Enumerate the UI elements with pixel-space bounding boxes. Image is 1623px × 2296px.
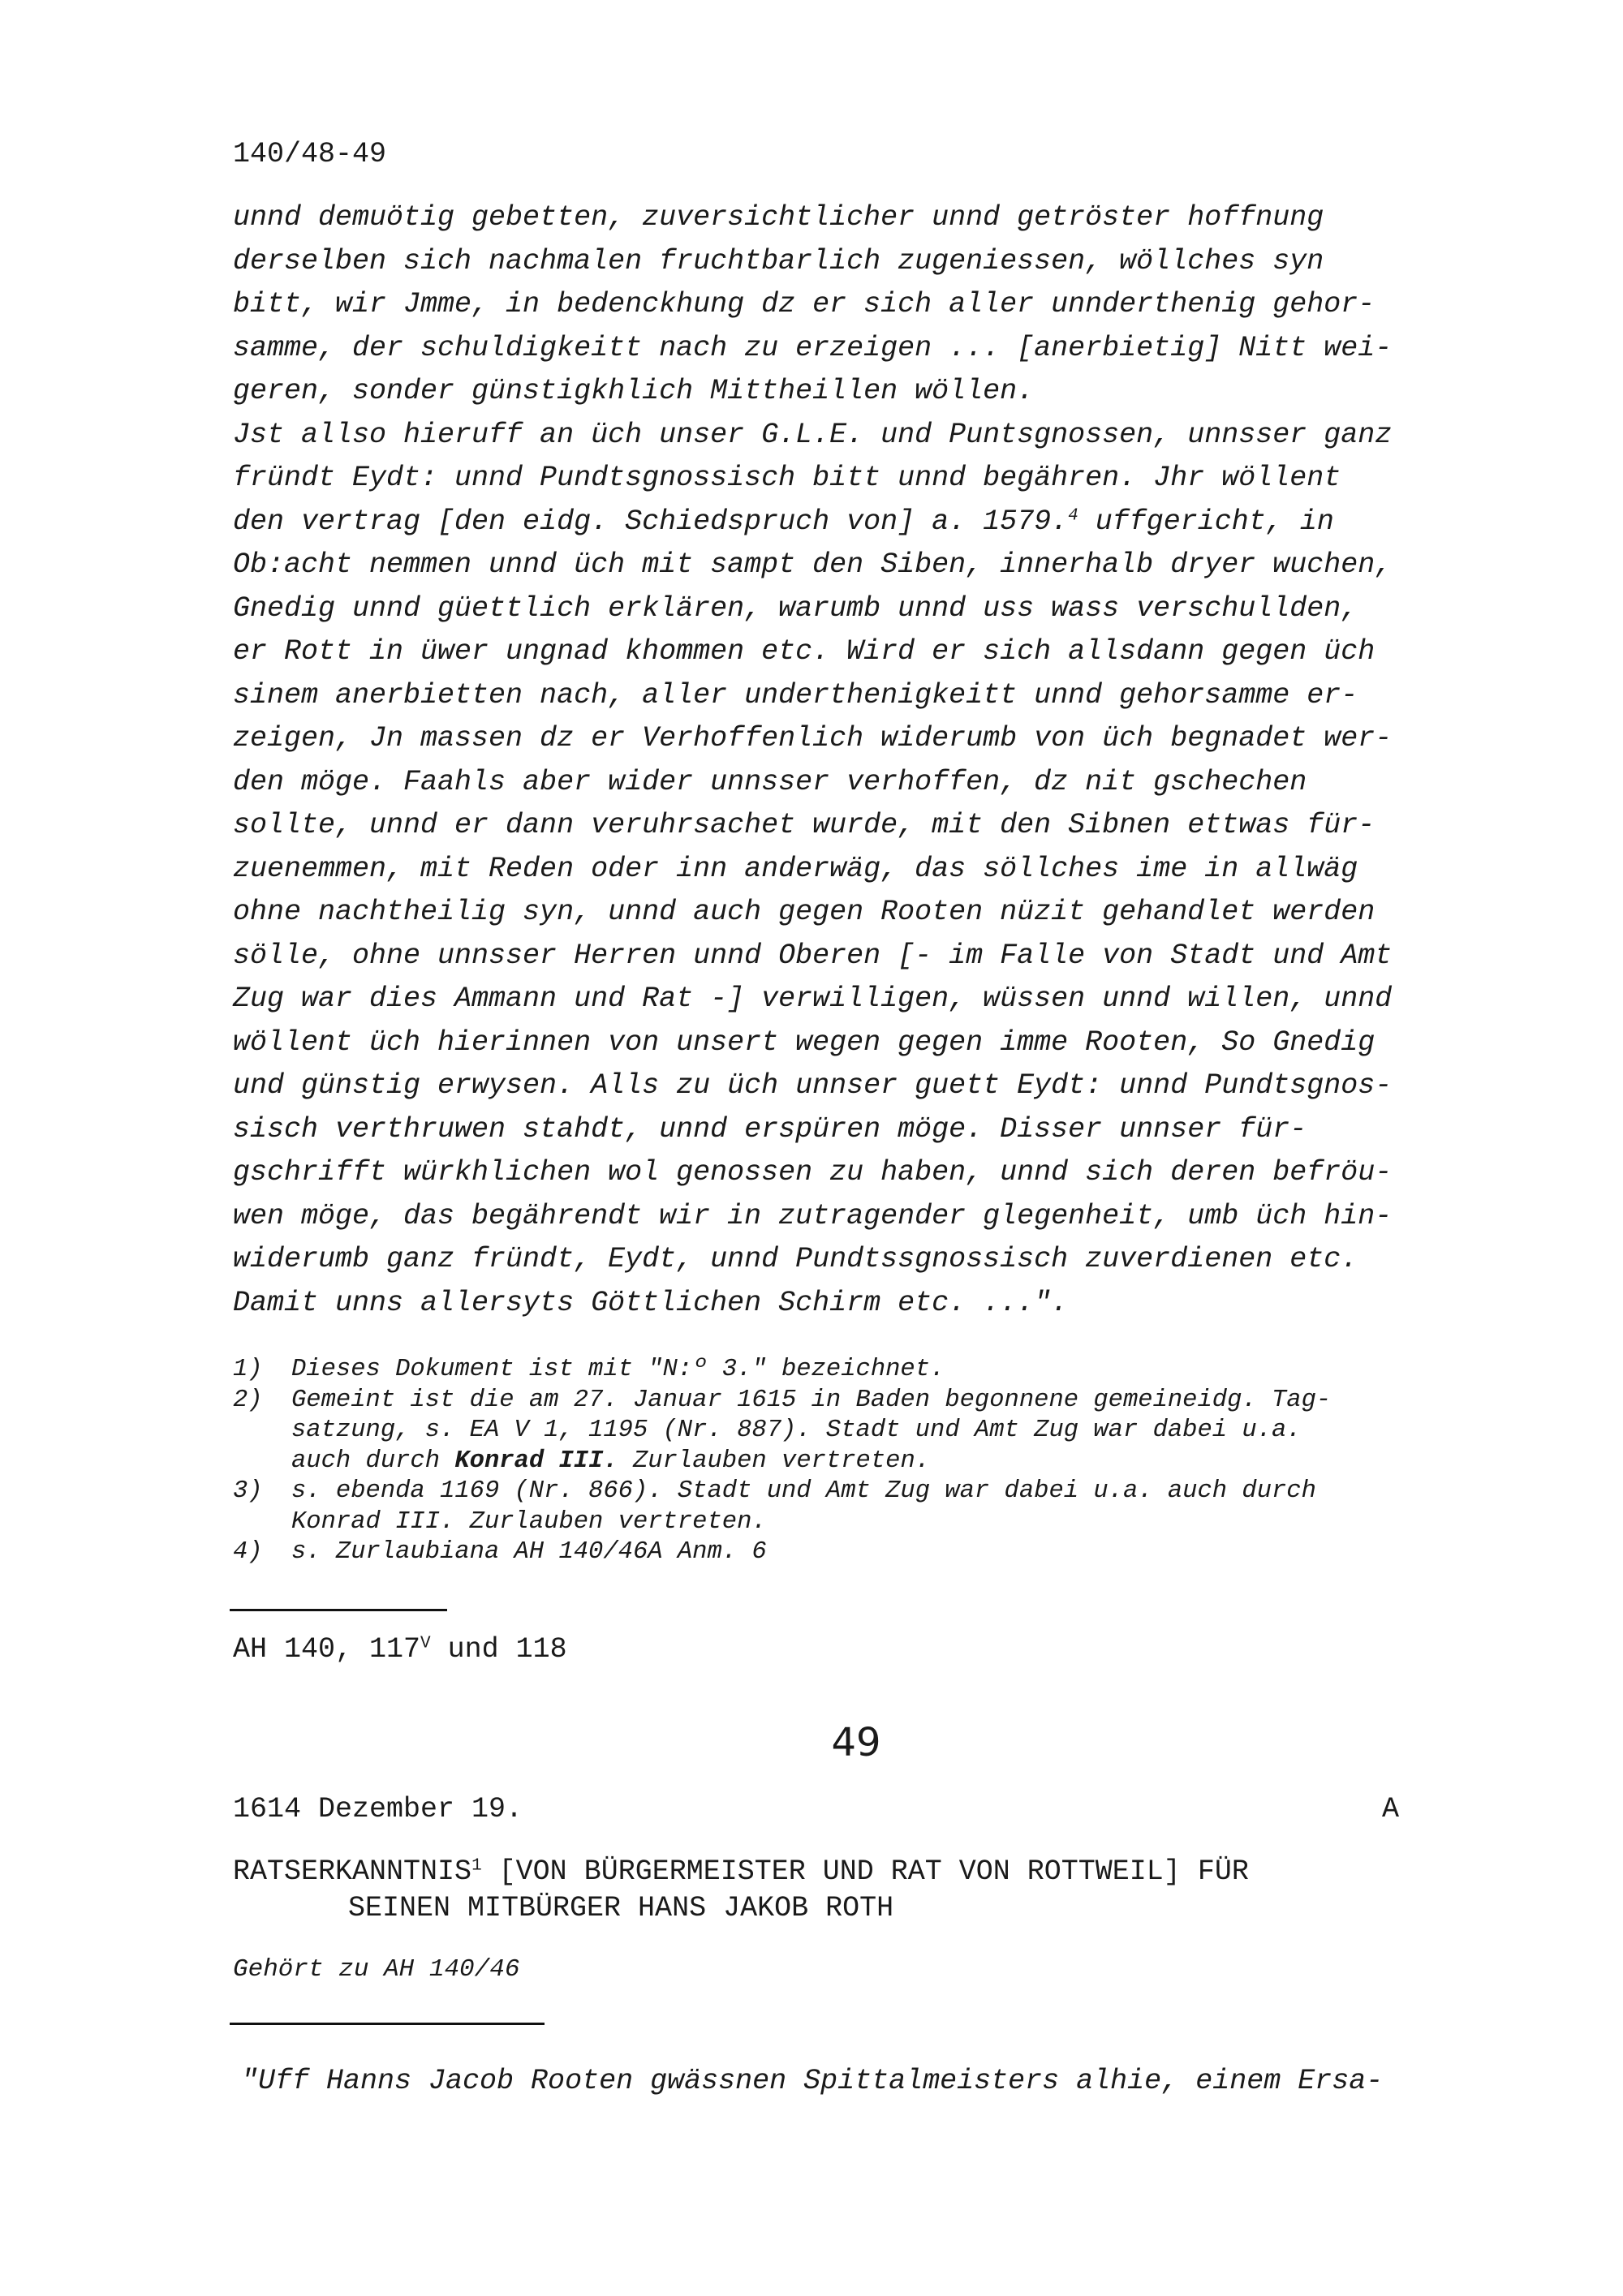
text-line: ohne nachtheilig syn, unnd auch gegen Rooten nüzit gehandlet werden	[233, 896, 1375, 928]
text-line: fründt Eydt: unnd Pundtsgnossisch bitt unnd begähren. Jhr wöllent	[233, 462, 1341, 494]
text-line: samme, der schuldigkeitt nach zu erzeigen ... [anerbietig] Nitt wei-	[233, 331, 1393, 364]
document-title	[233, 1854, 1249, 1927]
footnote-text-part: Zurlauben vertreten.	[618, 1447, 931, 1475]
text-line: sollte, unnd er dann veruhrsachet wurde, mit den Sibnen ettwas für-	[233, 809, 1375, 841]
footnotes	[233, 1355, 1499, 1568]
text-line: bitt, wir Jmme, in bedenckhung dz er sich aller unnderthenig gehor-	[233, 288, 1375, 320]
footnote-text: Dieses Dokument ist mit "N:º 3." bezeichnet.	[291, 1356, 945, 1383]
text-line: zeigen, Jn massen dz er Verhoffenlich widerumb von üch begnadet wer-	[233, 722, 1393, 755]
archive-reference-part: und 118	[430, 1633, 567, 1666]
footnote-text: satzung, s. EA V 1, 1195 (Nr. 887). Stadt und Amt Zug war dabei u.a.	[291, 1417, 1302, 1444]
footnote-ref: 4	[1068, 505, 1078, 525]
footnote-text	[291, 1447, 1499, 1477]
footnote-text: Konrad III. Zurlauben vertreten.	[291, 1507, 767, 1536]
footnote-number: 4)	[233, 1538, 263, 1566]
document-type: A	[1382, 1793, 1400, 1825]
text-line: und günstig erwysen. Alls zu üch unnser guett Eydt: unnd Pundtsgnos-	[233, 1069, 1393, 1102]
footnote-number: 2)	[233, 1386, 263, 1414]
page-reference: 140/48-49	[233, 138, 387, 170]
body-text	[233, 196, 1483, 1325]
text-line: sisch verthruwen stahdt, unnd erspüren möge. Disser unnser für-	[233, 1112, 1307, 1146]
text-line: wen möge, das begährendt wir in zutragender glegenheit, umb üch hin-	[233, 1199, 1393, 1232]
text-line: derselben sich nachmalen fruchtbarlich zugeniessen, wöllches syn	[233, 244, 1324, 277]
archive-reference	[233, 1633, 567, 1666]
text-line: den möge. Faahls aber wider unnsser verhoffen, dz nit gschechen	[233, 765, 1307, 798]
text-line: Ob:acht nemmen unnd üch mit sampt den Siben, innerhalb dryer wuchen,	[233, 548, 1393, 581]
footnote-text-part: auch durch	[291, 1447, 455, 1475]
title-line	[233, 1854, 1249, 1890]
footnote	[233, 1386, 1499, 1477]
text-line: er Rott in üwer ungnad khommen etc. Wird er sich allsdann gegen üch	[233, 635, 1375, 668]
separator-rule	[230, 2023, 545, 2025]
text-line: gschrifft würkhlichen wol genossen zu haben, unnd sich deren befröu-	[233, 1156, 1393, 1189]
quote-text: "Uff Hanns Jacob Rooten gwässnen Spittalmeisters alhie, einem Ersa-	[241, 2065, 1384, 2097]
belongs-to-note: Gehört zu AH 140/46	[233, 1955, 520, 1984]
text-line-part: den vertrag [den eidg. Schiedspruch von] a. 1579.	[233, 505, 1069, 538]
text-line: Damit unns allersyts Göttlichen Schirm etc. ...".	[233, 1286, 1069, 1319]
text-line: unnd demuötig gebetten, zuversichtlicher unnd getröster hoffnung	[233, 201, 1324, 234]
footnote	[233, 1355, 1499, 1386]
text-line	[233, 501, 1483, 544]
document-date: 1614 Dezember 19.	[233, 1793, 523, 1825]
verso-mark: V	[420, 1634, 431, 1653]
title-part: [VON BÜRGERMEISTER UND RAT VON ROTTWEIL] FÜR	[481, 1855, 1249, 1888]
separator-rule	[230, 1609, 447, 1611]
text-line: sinem anerbietten nach, aller underthenigkeitt unnd gehorsamme er-	[233, 678, 1358, 712]
text-line: sölle, ohne unnsser Herren unnd Oberen [- im Falle von Stadt und Amt	[233, 939, 1393, 972]
person-name: Konrad III.	[454, 1447, 618, 1475]
footnote-text: s. ebenda 1169 (Nr. 866). Stadt und Amt Zug war dabei u.a. auch durch	[291, 1477, 1316, 1505]
text-line: Gnedig unnd güettlich erklären, warumb unnd uss wass verschullden,	[233, 591, 1358, 625]
text-line-part: uffgericht, in	[1078, 505, 1334, 538]
footnote-text: s. Zurlaubiana AH 140/46A Anm. 6	[291, 1538, 767, 1566]
title-line: SEINEN MITBÜRGER HANS JAKOB ROTH	[348, 1892, 894, 1924]
footnote	[233, 1537, 1499, 1568]
footnote-text: Gemeint ist die am 27. Januar 1615 in Baden begonnene gemeineidg. Tag-	[291, 1386, 1332, 1414]
footnote-number: 1)	[233, 1356, 263, 1383]
document-number: 49	[831, 1720, 881, 1765]
archive-reference-part: AH 140, 117	[233, 1633, 421, 1666]
footnote-number: 3)	[233, 1477, 263, 1505]
text-line: wöllent üch hierinnen von unsert wegen gegen imme Rooten, So Gnedig	[233, 1025, 1375, 1059]
text-line: geren, sonder günstigkhlich Mittheillen wöllen.	[233, 375, 1035, 407]
text-line: Zug war dies Ammann und Rat -] verwilligen, wüssen unnd willen, unnd	[233, 982, 1393, 1015]
text-line: Jst allso hieruff an üch unser G.L.E. und Puntsgnossen, unnsser ganz	[233, 418, 1393, 451]
footnote-ref: 1	[471, 1856, 482, 1876]
title-part: RATSERKANNTNIS	[233, 1855, 472, 1888]
text-line: widerumb ganz fründt, Eydt, unnd Pundtssgnossisch zuverdienen etc.	[233, 1243, 1358, 1275]
text-line: zuenemmen, mit Reden oder inn anderwäg, das söllches ime in allwäg	[233, 852, 1358, 885]
footnote	[233, 1477, 1499, 1537]
